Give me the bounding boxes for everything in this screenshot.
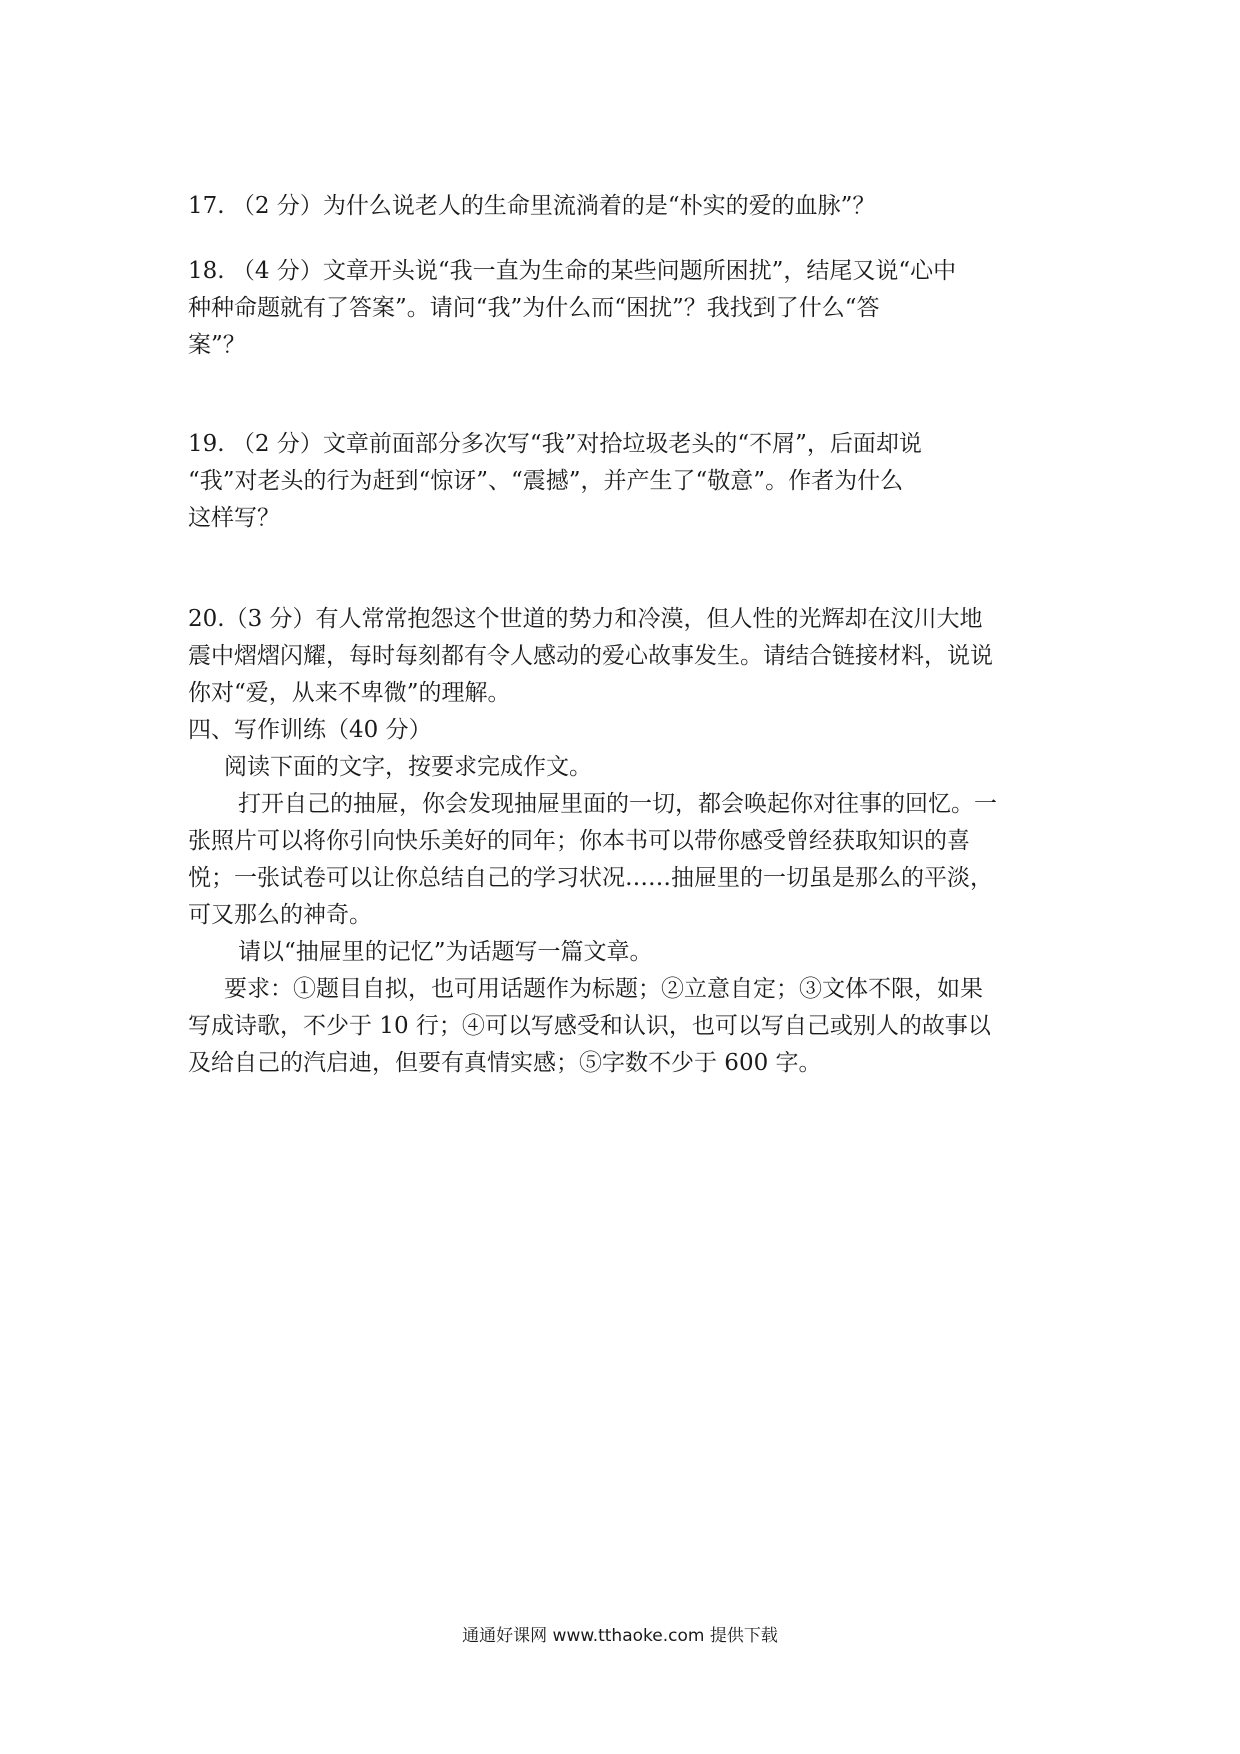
question-19-line-2: “我”对老头的行为赶到“惊讶”、“震撼”，并产生了“敬意”。作者为什么 [188, 468, 904, 494]
writing-paragraph-line-2: 张照片可以将你引向快乐美好的同年；你本书可以带你感受曾经获取知识的喜 [188, 828, 970, 854]
question-19-line-3: 这样写？ [188, 505, 280, 531]
question-20-line-3: 你对“爱，从来不卑微”的理解。 [188, 680, 511, 706]
question-20-line-2: 震中熠熠闪耀，每时每刻都有令人感动的爱心故事发生。请结合链接材料，说说 [188, 643, 993, 669]
writing-requirements-line-1: 要求：①题目自拟，也可用话题作为标题；②立意自定；③文体不限，如果 [224, 976, 983, 1002]
writing-instruction: 阅读下面的文字，按要求完成作文。 [224, 754, 592, 780]
question-20 [188, 601, 1068, 712]
question-18 [188, 253, 1068, 364]
writing-paragraph-line-4: 可又那么的神奇。 [188, 902, 372, 928]
page-content [188, 188, 1068, 1082]
writing-paragraph-line-1: 打开自己的抽屉，你会发现抽屉里面的一切，都会唤起你对往事的回忆。一 [238, 791, 997, 817]
question-19 [188, 426, 1068, 537]
question-18-line-1: 18. （4 分）文章开头说“我一直为生命的某些问题所困扰”，结尾又说“心中 [188, 258, 957, 284]
writing-section [188, 712, 1068, 1082]
question-17 [188, 188, 1068, 225]
writing-heading: 四、写作训练（40 分） [188, 717, 432, 743]
writing-topic: 请以“抽屉里的记忆”为话题写一篇文章。 [238, 939, 653, 965]
writing-requirements-line-2: 写成诗歌，不少于 10 行；④可以写感受和认识，也可以写自己或别人的故事以 [188, 1013, 991, 1039]
writing-paragraph-line-3: 悦；一张试卷可以让你总结自己的学习状况……抽屉里的一切虽是那么的平淡， [188, 865, 993, 891]
question-17-line-1: 17. （2 分）为什么说老人的生命里流淌着的是“朴实的爱的血脉”？ [188, 193, 876, 219]
question-18-line-2: 种种命题就有了答案”。请问“我”为什么而“困扰”？我找到了什么“答 [188, 295, 880, 321]
question-20-line-1: 20.（3 分）有人常常抱怨这个世道的势力和冷漠，但人性的光辉却在汶川大地 [188, 606, 983, 632]
writing-requirements-line-3: 及给自己的汽启迪，但要有真情实感；⑤字数不少于 600 字。 [188, 1050, 822, 1076]
question-18-line-3: 案”？ [188, 332, 246, 358]
question-19-line-1: 19. （2 分）文章前面部分多次写“我”对拾垃圾老头的“不屑”，后面却说 [188, 431, 922, 457]
page-footer: 通通好课网 www.tthaoke.com 提供下载 [462, 1626, 778, 1646]
